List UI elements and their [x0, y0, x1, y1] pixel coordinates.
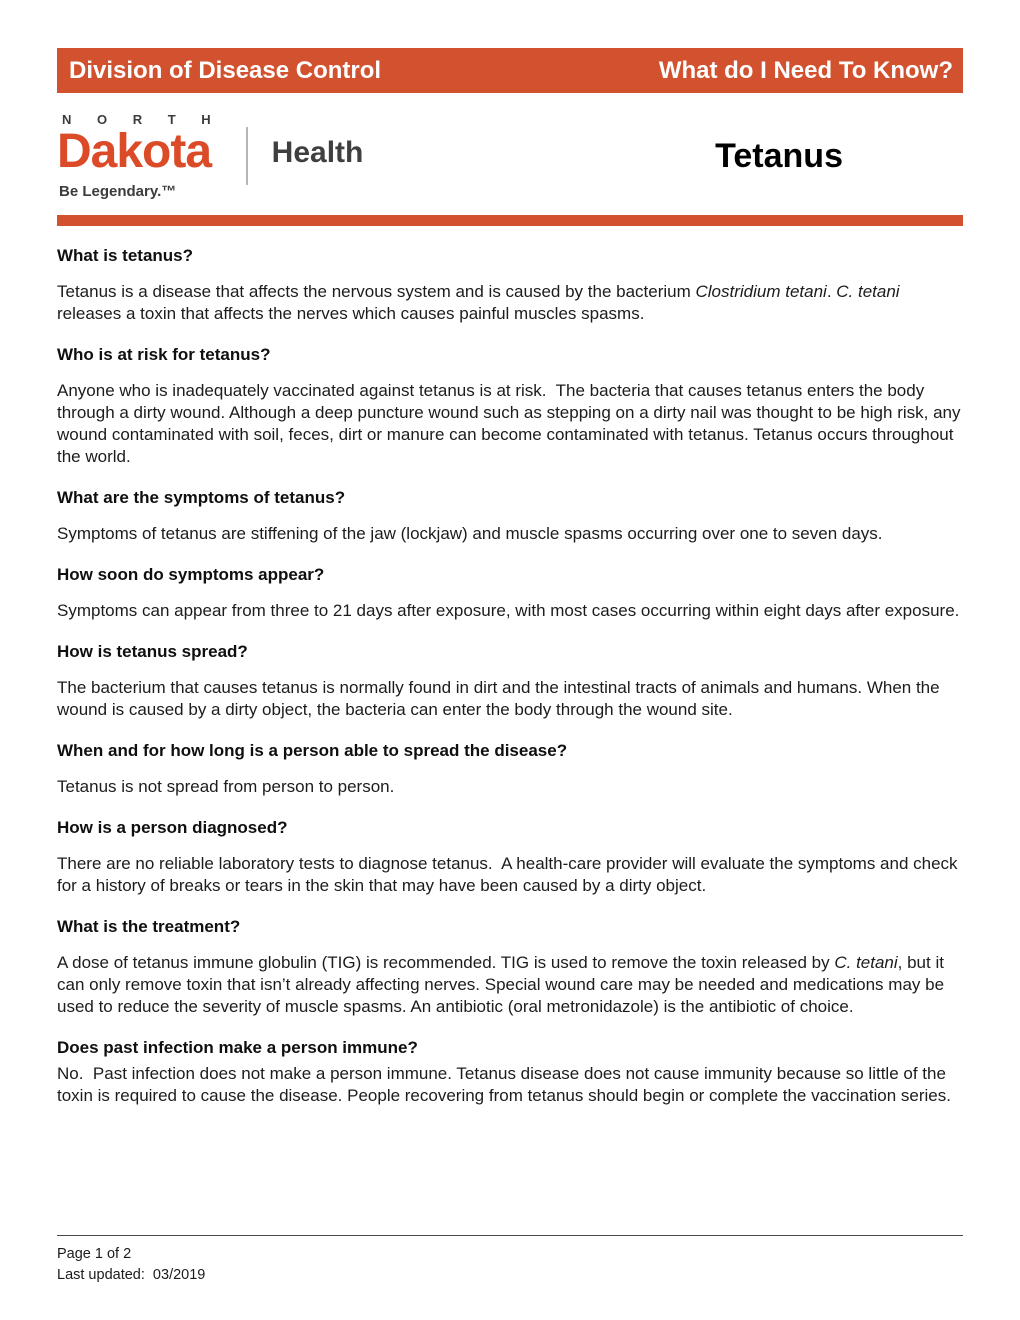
- text-run: , but it can only remove toxin that isn’t already affecting nerves. Special wound care may be needed and medications may be used to reduce the severity of muscle spasms. An antibiotic (oral metronidazole) is the antibiotic of choice.: [57, 953, 949, 1016]
- section-heading: How soon do symptoms appear?: [57, 565, 325, 584]
- footer: [57, 1235, 963, 1286]
- logo-tagline: Be Legendary.™: [59, 182, 177, 200]
- faq-section: [57, 740, 963, 798]
- text-run: .: [826, 282, 837, 301]
- paragraph: [57, 952, 963, 1018]
- logo-health-text: Health: [271, 135, 364, 169]
- faq-section: [57, 641, 963, 721]
- page-title: Tetanus: [715, 136, 843, 175]
- paragraph: [57, 600, 963, 622]
- text-run: Symptoms of tetanus are stiffening of the jaw (lockjaw) and muscle spasms occurring over one to seven days.: [57, 524, 883, 543]
- orange-divider: [57, 215, 963, 226]
- paragraph: [57, 677, 963, 721]
- paragraph: [57, 523, 963, 545]
- section-heading: How is a person diagnosed?: [57, 818, 288, 837]
- nd-health-logo: [57, 112, 363, 199]
- faq-section: [57, 1037, 963, 1107]
- section-heading: What is the treatment?: [57, 917, 241, 936]
- footer-last-updated: Last updated: 03/2019: [57, 1267, 206, 1283]
- paragraph: [57, 1063, 963, 1107]
- footer-page-number: Page 1 of 2: [57, 1246, 132, 1262]
- italic-text-run: C. tetani: [834, 953, 898, 972]
- italic-text-run: Clostridium tetani: [695, 282, 827, 301]
- section-heading: What are the symptoms of tetanus?: [57, 488, 346, 507]
- banner-left-title: Division of Disease Control: [69, 56, 382, 84]
- text-run: The bacterium that causes tetanus is normally found in dirt and the intestinal tracts of animals and humans. When the wound is caused by a dirty object, the bacteria can enter the body through the wound site.: [57, 678, 945, 719]
- text-run: There are no reliable laboratory tests to diagnose tetanus. A health-care provider will evaluate the symptoms and check for a history of breaks or tears in the skin that may have been caused by a dirty object.: [57, 854, 963, 895]
- header-banner: [57, 48, 963, 93]
- faq-section: [57, 487, 963, 545]
- text-run: No. Past infection does not make a person immune. Tetanus disease does not cause immunity because so little of the toxin is required to cause the disease. People recovering from tetanus should begin or complete the vaccination series.: [57, 1064, 951, 1105]
- document-body: [57, 245, 966, 1126]
- text-run: releases a toxin that affects the nerves which causes painful muscles spasms.: [57, 282, 905, 323]
- banner-right-title: What do I Need To Know?: [658, 56, 953, 84]
- paragraph: [57, 380, 966, 468]
- logo-north-text: N O R T H: [62, 112, 222, 128]
- italic-text-run: C. tetani: [836, 282, 900, 301]
- logo-row: [57, 100, 963, 212]
- text-run: Symptoms can appear from three to 21 days after exposure, with most cases occurring within eight days after exposure.: [57, 601, 960, 620]
- section-heading: What is tetanus?: [57, 246, 194, 265]
- text-run: Tetanus is not spread from person to person.: [57, 777, 395, 796]
- section-heading: Who is at risk for tetanus?: [57, 345, 271, 364]
- footer-divider: [57, 1235, 963, 1236]
- faq-section: [57, 564, 963, 622]
- section-heading: When and for how long is a person able to spread the disease?: [57, 741, 568, 760]
- paragraph: [57, 776, 963, 798]
- text-run: Anyone who is inadequately vaccinated against tetanus is at risk. The bacteria that causes tetanus enters the body through a dirty wound. Although a deep puncture wound such as stepping on a dirty nail was thought to be high risk, any wound contaminated with soil, feces, dirt or manure can become contaminated with tetanus. Tetanus occurs throughout the world.: [57, 381, 966, 466]
- paragraph: [57, 853, 963, 897]
- section-heading: Does past infection make a person immune?: [57, 1038, 418, 1057]
- logo-left-block: [57, 112, 222, 199]
- paragraph: [57, 281, 963, 325]
- logo-separator: [246, 127, 248, 185]
- faq-section: [57, 916, 963, 1018]
- section-heading: How is tetanus spread?: [57, 642, 248, 661]
- text-run: Tetanus is a disease that affects the nervous system and is caused by the bacterium: [57, 282, 696, 301]
- text-run: A dose of tetanus immune globulin (TIG) is recommended. TIG is used to remove the toxin released by: [57, 953, 835, 972]
- logo-dakota-text: Dakota: [57, 125, 212, 179]
- faq-section: [57, 245, 963, 325]
- faq-section: [57, 817, 963, 897]
- faq-section: [57, 344, 966, 468]
